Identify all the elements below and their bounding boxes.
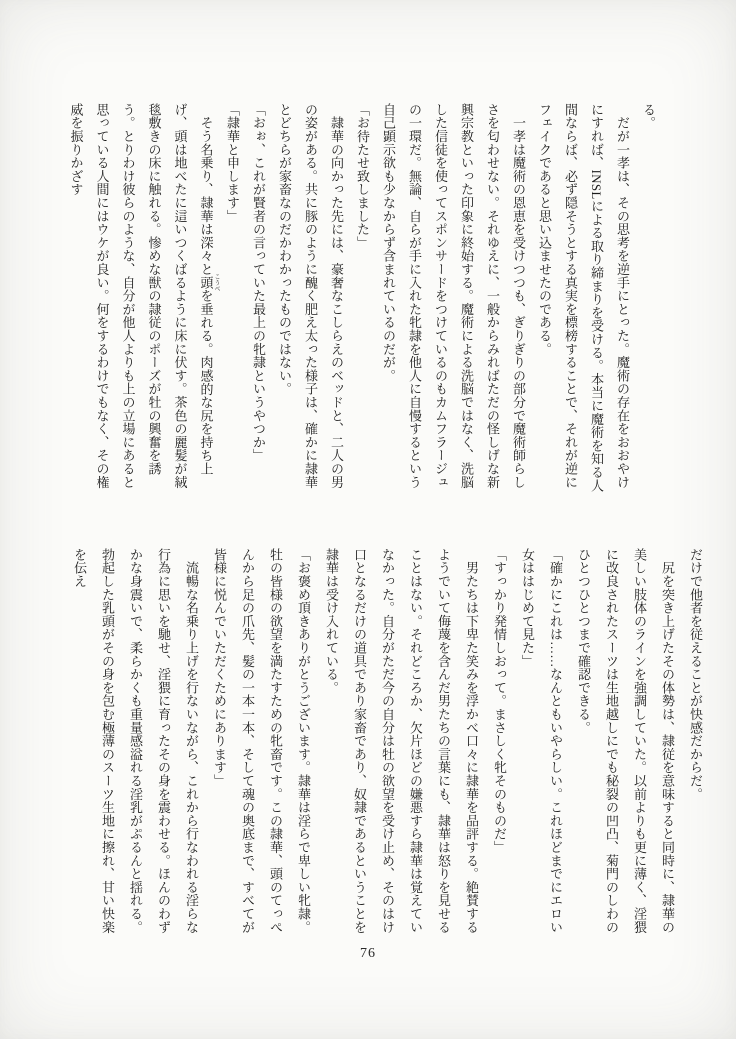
paragraph: そう名乗り、隷華は深々と頭 こうべを垂れる。肉感的な尻を持ち上げ、頭は地べたに這いつくばるように床に伏す。茶色の麗髪が絨毯敷きの床に触れる。惨めな獣の隷従のポーズが牡の興奮を誘う。とりわけ彼らのような、自分が他人よりも上の立場にあると思っている人間にはウケが良い。何をするわけでもなく、その権威を振りかざす bbox=[68, 103, 219, 489]
paragraph: 隷華の向かった先には、豪奢なこしらえのベッドと、二人の男の姿がある。共に豚のように醜く肥え太った様子は、確かに隷華とどちらが家畜なのだかわかったものではない。 bbox=[277, 103, 344, 489]
paragraph: 男たちは下卑た笑みを浮かべ口々に隷華を品評する。絶賛するようでいて侮蔑を含んだ男たちの言葉にも、隷華は怒りを見せることはない。それどころか、欠片ほどの嫌悪すら隷華は覚えていなかった。自分がただ今の自分は牡の欲望を受け止め、そのはけ口となるだけの道具であり家畜であり、奴隷であるということを隷華は受け入れている。 bbox=[324, 548, 479, 934]
paragraph: 一孝は魔術の恩恵を受けつつも、ぎりぎりの部分で魔術師らしさを匂わせない。それゆえに、一般からみればただの怪しげな新興宗教といった印象に終始する。魔術による洗脳ではなく、洗脳した信徒を使ってスポンサードをつけているのもカムフラージュの一環だ。無論、自らが手に入れた牝隷を他人に自慢するという自己顕示欲も少なからず含まれているのだが。 bbox=[381, 103, 526, 489]
paragraph: だが一孝は、その思考を逆手にとった。魔術の存在をおおやけにすれば、INSLによる取り締まりを受ける。本当に魔術を知る人間ならば、必ず隠そうとする真実を標榜することで、それが逆にフェイクであると思い込ませたのである。 bbox=[537, 103, 630, 493]
paragraph: 「お待たせ致しました」 bbox=[355, 103, 370, 250]
paragraph: 「確かにこれは……なんともいやらしい。これほどまでにエロい女ははじめて見た」 bbox=[520, 548, 563, 934]
text-block-bottom bbox=[65, 548, 709, 940]
page-number: 76 bbox=[360, 946, 376, 961]
paragraph: 尻を突き上げたその体勢は、隷従を意味すると同時に、隷華の美しい肢体のラインを強調していた。以前よりも更に薄く、淫猥に改良されたスーツは生地越しにでも秘裂の凹凸、菊門のしわのひとつひとつまで確認できる。 bbox=[576, 548, 675, 934]
paragraph: 「お褒め頂きありがとうございます。隷華は淫らで卑しい牝隷。牡の皆様の欲望を満たすための牝畜です。この隷華、頭のてっぺんから足の爪先、髪の一本一本、そして魂の奥底まで、すべてが皆様に悦んでいただくためにあります」 bbox=[212, 548, 311, 934]
paragraph: だけで他者を従えることが快感だからだ。 bbox=[688, 548, 703, 801]
paragraph: 流暢な名乗り上げを行ないながら、これから行なわれる淫らな行為に思いを馳せ、淫猥に育ったその身を震わせる。ほんのわずかな身震いで、柔らかくも重量感溢れる淫乳がぷるんと揺れる。勃起した乳頭がその身を包む極薄のスーツ生地に擦れ、甘い快楽を伝え bbox=[72, 548, 199, 934]
paragraph: 「すっかり発情しおって。まさしく牝そのものだ」 bbox=[492, 548, 507, 854]
furigana-ruby: 頭 こうべ bbox=[198, 273, 219, 292]
paragraph: 「隷華と申します」 bbox=[225, 103, 240, 223]
paragraph: 「おぉ、これが賢者の言っていた最上の牝隷というやつか」 bbox=[251, 103, 266, 463]
paragraph: る。 bbox=[641, 103, 656, 130]
text-block-top bbox=[63, 103, 662, 495]
